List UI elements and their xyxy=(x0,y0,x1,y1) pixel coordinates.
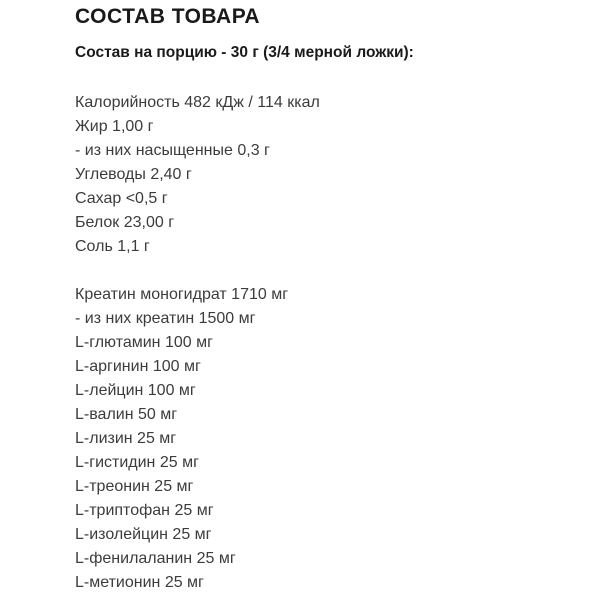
amino-item-methionine: L-метионин 25 мг xyxy=(75,574,204,591)
amino-item-creatine-monohydrate: Креатин моногидрат 1710 мг xyxy=(75,286,289,303)
portion-heading: Состав на порцию - 30 г (3/4 мерной ложки): xyxy=(75,44,414,61)
amino-item-creatine: - из них креатин 1500 мг xyxy=(75,310,256,327)
nutrition-item-protein: Белок 23,00 г xyxy=(75,214,175,231)
amino-item-isoleucine: L-изолейцин 25 мг xyxy=(75,526,212,543)
nutrition-item-salt: Соль 1,1 г xyxy=(75,238,150,255)
amino-item-tryptophan: L-триптофан 25 мг xyxy=(75,502,214,519)
amino-item-threonine: L-треонин 25 мг xyxy=(75,478,194,495)
nutrition-item-carbohydrates: Углеводы 2,40 г xyxy=(75,166,192,183)
nutrition-item-fat: Жир 1,00 г xyxy=(75,118,154,135)
amino-item-arginine: L-аргинин 100 мг xyxy=(75,358,201,375)
nutrition-item-calories: Калорийность 482 кДж / 114 ккал xyxy=(75,94,320,111)
amino-item-leucine: L-лейцин 100 мг xyxy=(75,382,196,399)
nutrition-item-sugar: Сахар <0,5 г xyxy=(75,190,168,207)
amino-item-lysine: L-лизин 25 мг xyxy=(75,430,177,447)
amino-item-glutamine: L-глютамин 100 мг xyxy=(75,334,213,351)
composition-panel xyxy=(75,0,585,600)
amino-item-valine: L-валин 50 мг xyxy=(75,406,178,423)
nutrition-facts-list xyxy=(75,91,320,259)
amino-item-histidine: L-гистидин 25 мг xyxy=(75,454,199,471)
amino-item-phenylalanine: L-фенилаланин 25 мг xyxy=(75,550,236,567)
amino-acids-list xyxy=(75,283,288,595)
nutrition-item-saturated-fat: - из них насыщенные 0,3 г xyxy=(75,142,270,159)
section-title: СОСТАВ ТОВАРА xyxy=(75,5,261,28)
